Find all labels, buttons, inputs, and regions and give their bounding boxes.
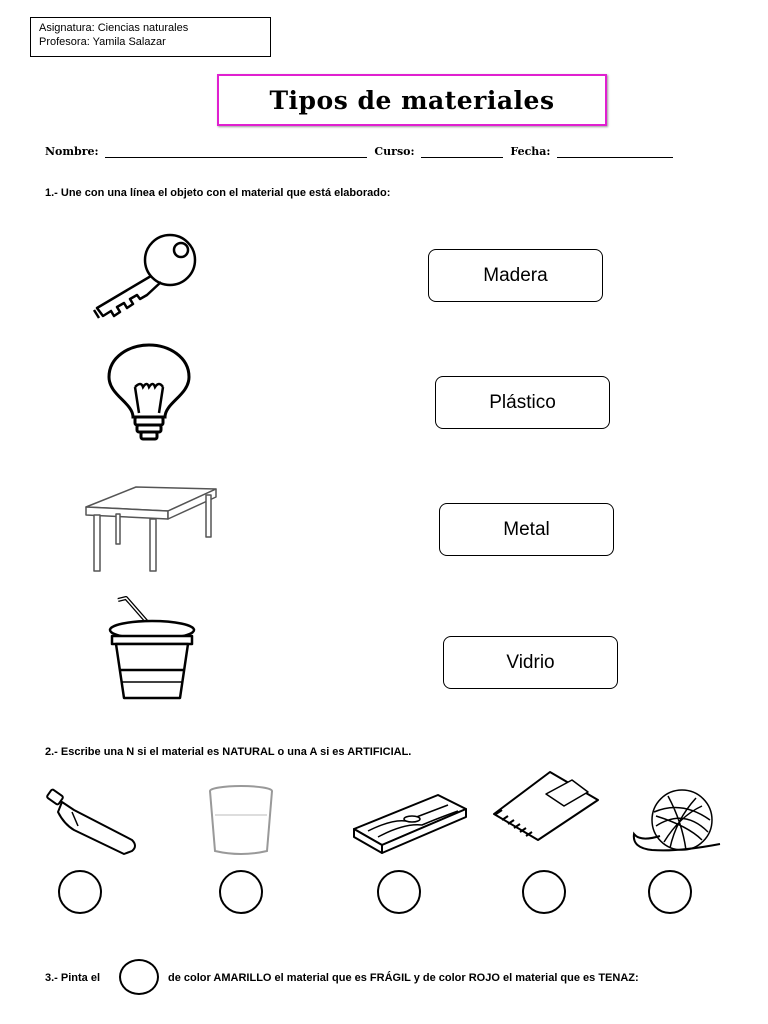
- date-label: Fecha:: [510, 145, 551, 158]
- question3-prefix: 3.- Pinta el: [45, 972, 101, 984]
- question3-circle-icon: [119, 959, 159, 995]
- lightbulb-icon: [105, 343, 195, 443]
- course-label: Curso:: [374, 145, 415, 158]
- answer-circle-4[interactable]: [522, 870, 566, 914]
- name-field[interactable]: [105, 147, 367, 158]
- header-box: [30, 17, 271, 57]
- question2-text: 2.- Escribe una N si el material es NATURAL o una A si es ARTIFICIAL.: [45, 746, 412, 758]
- material-box-plastico[interactable]: Plástico: [435, 376, 610, 429]
- teacher-label: Profesora: Yamila Salazar: [39, 36, 166, 48]
- name-label: Nombre:: [45, 145, 99, 158]
- plastic-bottle-icon: [44, 788, 144, 854]
- material-box-vidrio[interactable]: Vidrio: [443, 636, 618, 689]
- glass-icon: [205, 785, 277, 857]
- material-box-metal[interactable]: Metal: [439, 503, 614, 556]
- answer-circle-3[interactable]: [377, 870, 421, 914]
- answer-circle-5[interactable]: [648, 870, 692, 914]
- wood-plank-icon: [352, 793, 468, 853]
- yarn-ball-icon: [630, 786, 722, 860]
- page-title: Tipos de materiales: [269, 85, 555, 115]
- material-box-madera[interactable]: Madera: [428, 249, 603, 302]
- answer-circle-1[interactable]: [58, 870, 102, 914]
- question1-text: 1.- Une con una línea el objeto con el material que está elaborado:: [45, 187, 391, 199]
- notebook-icon: [492, 770, 602, 842]
- cup-with-straw-icon: [104, 596, 200, 702]
- answer-circle-2[interactable]: [219, 870, 263, 914]
- date-field[interactable]: [557, 147, 673, 158]
- key-icon: [85, 232, 205, 322]
- title-box: [217, 74, 607, 126]
- table-icon: [84, 485, 224, 575]
- student-fields-row: [45, 145, 677, 158]
- course-field[interactable]: [421, 147, 503, 158]
- subject-label: Asignatura: Ciencias naturales: [39, 22, 189, 34]
- question3-suffix: de color AMARILLO el material que es FRÁGIL y de color ROJO el material que es TENAZ:: [168, 972, 639, 984]
